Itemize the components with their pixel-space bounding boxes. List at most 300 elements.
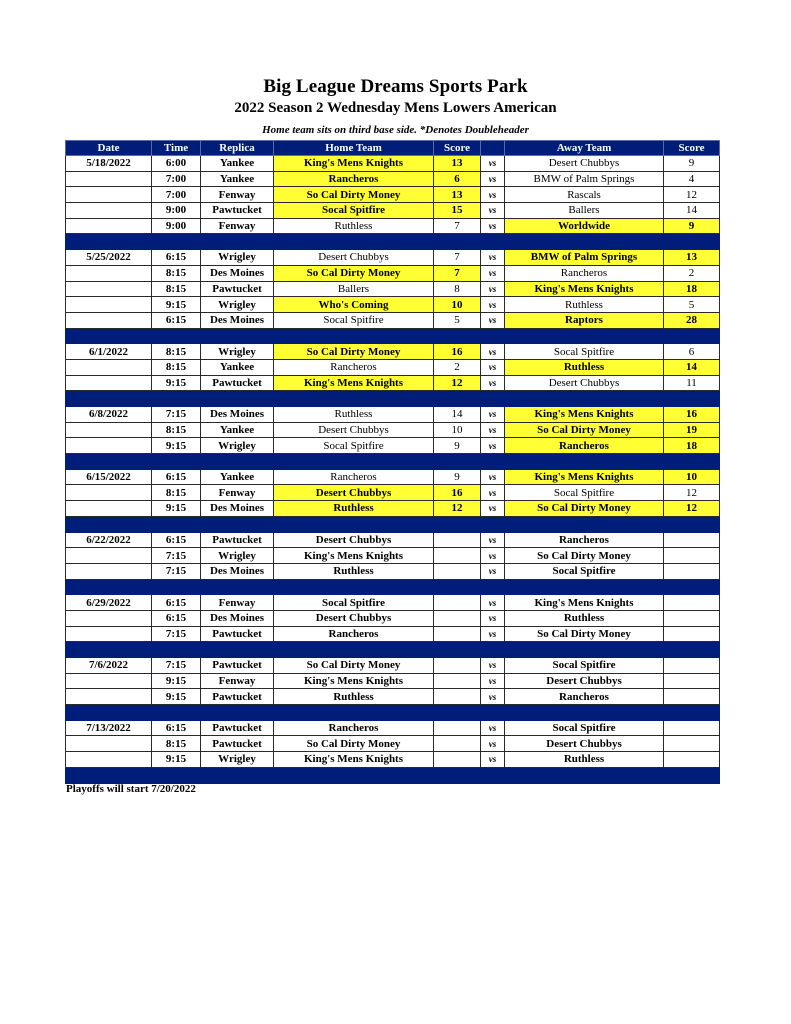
week-separator <box>66 454 720 470</box>
home-team: King's Mens Knights <box>274 156 434 172</box>
away-score: 19 <box>664 422 720 438</box>
vs-label: vs <box>481 203 505 219</box>
separator-cell <box>274 234 434 250</box>
game-row <box>66 673 720 689</box>
separator-cell <box>152 328 201 344</box>
home-score: 16 <box>434 485 481 501</box>
home-team: Ruthless <box>274 407 434 423</box>
away-score: 16 <box>664 407 720 423</box>
game-time: 6:15 <box>152 532 201 548</box>
separator-cell <box>505 767 664 783</box>
separator-cell <box>664 767 720 783</box>
away-team: Worldwide <box>505 218 664 234</box>
away-team: King's Mens Knights <box>505 595 664 611</box>
home-score <box>434 610 481 626</box>
separator-cell <box>434 705 481 721</box>
separator-cell <box>66 516 152 532</box>
week-separator <box>66 234 720 250</box>
home-team: Rancheros <box>274 469 434 485</box>
vs-label: vs <box>481 156 505 172</box>
game-date: 7/6/2022 <box>66 658 152 674</box>
separator-cell <box>434 328 481 344</box>
away-score <box>664 532 720 548</box>
vs-label: vs <box>481 218 505 234</box>
away-score: 9 <box>664 218 720 234</box>
separator-cell <box>274 705 434 721</box>
away-team: Raptors <box>505 312 664 328</box>
away-team: So Cal Dirty Money <box>505 548 664 564</box>
game-date <box>66 203 152 219</box>
game-time: 6:00 <box>152 156 201 172</box>
game-row <box>66 626 720 642</box>
separator-cell <box>664 705 720 721</box>
schedule-table <box>65 140 720 784</box>
vs-label: vs <box>481 532 505 548</box>
away-score: 9 <box>664 156 720 172</box>
game-replica: Des Moines <box>201 501 274 517</box>
home-team: Socal Spitfire <box>274 595 434 611</box>
game-time: 7:00 <box>152 171 201 187</box>
game-date <box>66 297 152 313</box>
vs-label: vs <box>481 595 505 611</box>
separator-cell <box>66 454 152 470</box>
separator-cell <box>152 234 201 250</box>
home-score: 13 <box>434 156 481 172</box>
home-score: 7 <box>434 265 481 281</box>
game-date <box>66 281 152 297</box>
game-replica: Fenway <box>201 218 274 234</box>
separator-cell <box>66 579 152 595</box>
home-team: Ruthless <box>274 563 434 579</box>
home-team: So Cal Dirty Money <box>274 187 434 203</box>
game-row <box>66 469 720 485</box>
week-separator <box>66 391 720 407</box>
separator-cell <box>481 516 505 532</box>
vs-label: vs <box>481 187 505 203</box>
away-score: 6 <box>664 344 720 360</box>
home-score <box>434 595 481 611</box>
separator-cell <box>66 391 152 407</box>
separator-cell <box>664 328 720 344</box>
home-score <box>434 752 481 768</box>
game-row <box>66 422 720 438</box>
game-replica: Wrigley <box>201 752 274 768</box>
separator-cell <box>505 454 664 470</box>
game-time: 6:15 <box>152 469 201 485</box>
game-replica: Yankee <box>201 422 274 438</box>
game-replica: Des Moines <box>201 407 274 423</box>
separator-cell <box>505 516 664 532</box>
home-team: Socal Spitfire <box>274 203 434 219</box>
home-team: Desert Chubbys <box>274 422 434 438</box>
game-replica: Pawtucket <box>201 736 274 752</box>
vs-label: vs <box>481 312 505 328</box>
separator-cell <box>201 705 274 721</box>
vs-label: vs <box>481 359 505 375</box>
home-team: Ruthless <box>274 689 434 705</box>
game-replica: Des Moines <box>201 312 274 328</box>
away-team: Desert Chubbys <box>505 375 664 391</box>
game-row <box>66 281 720 297</box>
home-score <box>434 736 481 752</box>
separator-cell <box>664 642 720 658</box>
home-score <box>434 563 481 579</box>
header-vs <box>481 141 505 156</box>
game-date <box>66 438 152 454</box>
game-replica: Wrigley <box>201 548 274 564</box>
away-score: 12 <box>664 187 720 203</box>
game-row <box>66 312 720 328</box>
game-replica: Fenway <box>201 673 274 689</box>
away-score: 18 <box>664 281 720 297</box>
away-score: 12 <box>664 501 720 517</box>
vs-label: vs <box>481 281 505 297</box>
separator-cell <box>481 705 505 721</box>
game-date: 6/22/2022 <box>66 532 152 548</box>
away-team: Rancheros <box>505 532 664 548</box>
away-score <box>664 720 720 736</box>
separator-cell <box>481 234 505 250</box>
away-score: 14 <box>664 203 720 219</box>
game-time: 6:15 <box>152 595 201 611</box>
header-home-team: Home Team <box>274 141 434 156</box>
separator-cell <box>434 454 481 470</box>
home-score: 12 <box>434 501 481 517</box>
separator-cell <box>152 391 201 407</box>
separator-cell <box>152 705 201 721</box>
away-team: So Cal Dirty Money <box>505 626 664 642</box>
separator-cell <box>664 454 720 470</box>
game-replica: Pawtucket <box>201 658 274 674</box>
separator-cell <box>274 642 434 658</box>
game-date <box>66 359 152 375</box>
home-team: Desert Chubbys <box>274 532 434 548</box>
away-score: 18 <box>664 438 720 454</box>
home-score: 10 <box>434 422 481 438</box>
game-date <box>66 265 152 281</box>
home-team: Ruthless <box>274 501 434 517</box>
away-score: 14 <box>664 359 720 375</box>
home-team: So Cal Dirty Money <box>274 265 434 281</box>
game-row <box>66 218 720 234</box>
separator-cell <box>201 234 274 250</box>
separator-cell <box>505 391 664 407</box>
game-replica: Des Moines <box>201 265 274 281</box>
game-row <box>66 187 720 203</box>
game-row <box>66 297 720 313</box>
game-date <box>66 218 152 234</box>
away-score <box>664 752 720 768</box>
game-replica: Pawtucket <box>201 720 274 736</box>
game-replica: Pawtucket <box>201 375 274 391</box>
separator-cell <box>152 579 201 595</box>
game-time: 7:00 <box>152 187 201 203</box>
vs-label: vs <box>481 422 505 438</box>
playoffs-note: Playoffs will start 7/20/2022 <box>66 783 196 795</box>
away-team: Ruthless <box>505 297 664 313</box>
game-time: 8:15 <box>152 422 201 438</box>
away-team: BMW of Palm Springs <box>505 250 664 266</box>
home-score <box>434 626 481 642</box>
game-replica: Pawtucket <box>201 203 274 219</box>
game-row <box>66 359 720 375</box>
vs-label: vs <box>481 736 505 752</box>
game-date: 6/8/2022 <box>66 407 152 423</box>
home-score <box>434 532 481 548</box>
vs-label: vs <box>481 658 505 674</box>
game-row <box>66 485 720 501</box>
home-team: Rancheros <box>274 359 434 375</box>
away-score: 28 <box>664 312 720 328</box>
game-date <box>66 736 152 752</box>
home-team: So Cal Dirty Money <box>274 344 434 360</box>
game-time: 9:00 <box>152 218 201 234</box>
vs-label: vs <box>481 501 505 517</box>
separator-cell <box>505 579 664 595</box>
separator-cell <box>201 642 274 658</box>
week-separator <box>66 705 720 721</box>
away-team: So Cal Dirty Money <box>505 422 664 438</box>
separator-cell <box>664 234 720 250</box>
game-time: 7:15 <box>152 658 201 674</box>
away-team: So Cal Dirty Money <box>505 501 664 517</box>
vs-label: vs <box>481 626 505 642</box>
away-score <box>664 563 720 579</box>
separator-cell <box>66 705 152 721</box>
home-team: Desert Chubbys <box>274 485 434 501</box>
separator-cell <box>152 642 201 658</box>
vs-label: vs <box>481 610 505 626</box>
week-separator <box>66 767 720 783</box>
separator-cell <box>274 516 434 532</box>
game-date <box>66 563 152 579</box>
vs-label: vs <box>481 375 505 391</box>
game-time: 6:15 <box>152 610 201 626</box>
home-team: King's Mens Knights <box>274 548 434 564</box>
game-time: 7:15 <box>152 548 201 564</box>
game-replica: Pawtucket <box>201 281 274 297</box>
vs-label: vs <box>481 720 505 736</box>
home-score: 9 <box>434 438 481 454</box>
away-team: Rancheros <box>505 265 664 281</box>
game-row <box>66 265 720 281</box>
game-row <box>66 563 720 579</box>
page-title: Big League Dreams Sports Park <box>263 76 528 97</box>
game-replica: Des Moines <box>201 610 274 626</box>
game-time: 9:15 <box>152 752 201 768</box>
game-replica: Yankee <box>201 469 274 485</box>
home-team: Desert Chubbys <box>274 610 434 626</box>
separator-cell <box>152 516 201 532</box>
game-date: 5/18/2022 <box>66 156 152 172</box>
home-score <box>434 689 481 705</box>
game-date: 5/25/2022 <box>66 250 152 266</box>
game-time: 9:00 <box>152 203 201 219</box>
away-score <box>664 626 720 642</box>
separator-cell <box>481 454 505 470</box>
game-replica: Fenway <box>201 187 274 203</box>
away-score <box>664 595 720 611</box>
away-team: Rascals <box>505 187 664 203</box>
game-row <box>66 736 720 752</box>
vs-label: vs <box>481 438 505 454</box>
game-date <box>66 312 152 328</box>
separator-cell <box>481 328 505 344</box>
game-date <box>66 422 152 438</box>
game-replica: Wrigley <box>201 297 274 313</box>
header-row <box>66 141 720 156</box>
game-row <box>66 595 720 611</box>
game-row <box>66 171 720 187</box>
game-time: 8:15 <box>152 281 201 297</box>
game-row <box>66 250 720 266</box>
header-away-score: Score <box>664 141 720 156</box>
separator-cell <box>274 579 434 595</box>
away-score <box>664 689 720 705</box>
away-team: Ballers <box>505 203 664 219</box>
away-score: 11 <box>664 375 720 391</box>
game-time: 8:15 <box>152 344 201 360</box>
game-time: 9:15 <box>152 297 201 313</box>
schedule-body <box>66 156 720 784</box>
week-separator <box>66 642 720 658</box>
away-team: Desert Chubbys <box>505 736 664 752</box>
vs-label: vs <box>481 673 505 689</box>
separator-cell <box>66 328 152 344</box>
game-row <box>66 438 720 454</box>
home-score: 8 <box>434 281 481 297</box>
game-date <box>66 171 152 187</box>
home-score: 5 <box>434 312 481 328</box>
home-score: 7 <box>434 250 481 266</box>
game-replica: Pawtucket <box>201 689 274 705</box>
vs-label: vs <box>481 344 505 360</box>
separator-cell <box>664 516 720 532</box>
home-score: 16 <box>434 344 481 360</box>
away-team: Socal Spitfire <box>505 563 664 579</box>
away-score: 4 <box>664 171 720 187</box>
game-time: 9:15 <box>152 375 201 391</box>
home-team: Ruthless <box>274 218 434 234</box>
separator-cell <box>274 454 434 470</box>
away-score <box>664 658 720 674</box>
home-team-note: Home team sits on third base side. *Denotes Doubleheader <box>262 124 529 136</box>
game-row <box>66 203 720 219</box>
game-replica: Pawtucket <box>201 626 274 642</box>
separator-cell <box>434 579 481 595</box>
game-date <box>66 501 152 517</box>
away-team: Rancheros <box>505 689 664 705</box>
separator-cell <box>274 328 434 344</box>
vs-label: vs <box>481 171 505 187</box>
separator-cell <box>434 234 481 250</box>
game-row <box>66 344 720 360</box>
vs-label: vs <box>481 689 505 705</box>
header-date: Date <box>66 141 152 156</box>
away-score: 2 <box>664 265 720 281</box>
home-team: Rancheros <box>274 171 434 187</box>
separator-cell <box>201 454 274 470</box>
away-team: Rancheros <box>505 438 664 454</box>
home-team: Socal Spitfire <box>274 312 434 328</box>
separator-cell <box>481 391 505 407</box>
home-score: 9 <box>434 469 481 485</box>
vs-label: vs <box>481 563 505 579</box>
away-team: Socal Spitfire <box>505 720 664 736</box>
game-date: 7/13/2022 <box>66 720 152 736</box>
game-replica: Yankee <box>201 171 274 187</box>
away-team: Ruthless <box>505 752 664 768</box>
separator-cell <box>434 391 481 407</box>
home-score <box>434 673 481 689</box>
separator-cell <box>505 234 664 250</box>
home-score: 6 <box>434 171 481 187</box>
game-row <box>66 407 720 423</box>
game-time: 9:15 <box>152 689 201 705</box>
away-team: Ruthless <box>505 359 664 375</box>
week-separator <box>66 328 720 344</box>
home-team: Rancheros <box>274 720 434 736</box>
separator-cell <box>664 391 720 407</box>
away-score <box>664 610 720 626</box>
game-date: 6/29/2022 <box>66 595 152 611</box>
game-time: 9:15 <box>152 501 201 517</box>
vs-label: vs <box>481 469 505 485</box>
game-row <box>66 548 720 564</box>
separator-cell <box>274 767 434 783</box>
separator-cell <box>152 767 201 783</box>
home-score: 7 <box>434 218 481 234</box>
vs-label: vs <box>481 485 505 501</box>
separator-cell <box>152 454 201 470</box>
separator-cell <box>66 767 152 783</box>
game-replica: Fenway <box>201 595 274 611</box>
home-score <box>434 548 481 564</box>
away-team: Socal Spitfire <box>505 485 664 501</box>
away-team: King's Mens Knights <box>505 407 664 423</box>
game-date <box>66 548 152 564</box>
home-team: Socal Spitfire <box>274 438 434 454</box>
game-time: 8:15 <box>152 736 201 752</box>
game-time: 6:15 <box>152 250 201 266</box>
home-score: 12 <box>434 375 481 391</box>
separator-cell <box>201 328 274 344</box>
game-time: 9:15 <box>152 673 201 689</box>
game-date <box>66 375 152 391</box>
away-team: BMW of Palm Springs <box>505 171 664 187</box>
game-date <box>66 752 152 768</box>
separator-cell <box>434 642 481 658</box>
away-score <box>664 736 720 752</box>
separator-cell <box>274 391 434 407</box>
home-team: Ballers <box>274 281 434 297</box>
vs-label: vs <box>481 407 505 423</box>
game-time: 8:15 <box>152 265 201 281</box>
game-time: 8:15 <box>152 359 201 375</box>
separator-cell <box>481 579 505 595</box>
separator-cell <box>66 642 152 658</box>
separator-cell <box>434 767 481 783</box>
separator-cell <box>505 642 664 658</box>
away-score <box>664 673 720 689</box>
home-team: King's Mens Knights <box>274 375 434 391</box>
home-team: So Cal Dirty Money <box>274 736 434 752</box>
game-time: 9:15 <box>152 438 201 454</box>
away-team: King's Mens Knights <box>505 469 664 485</box>
separator-cell <box>481 642 505 658</box>
away-score: 13 <box>664 250 720 266</box>
game-replica: Wrigley <box>201 344 274 360</box>
